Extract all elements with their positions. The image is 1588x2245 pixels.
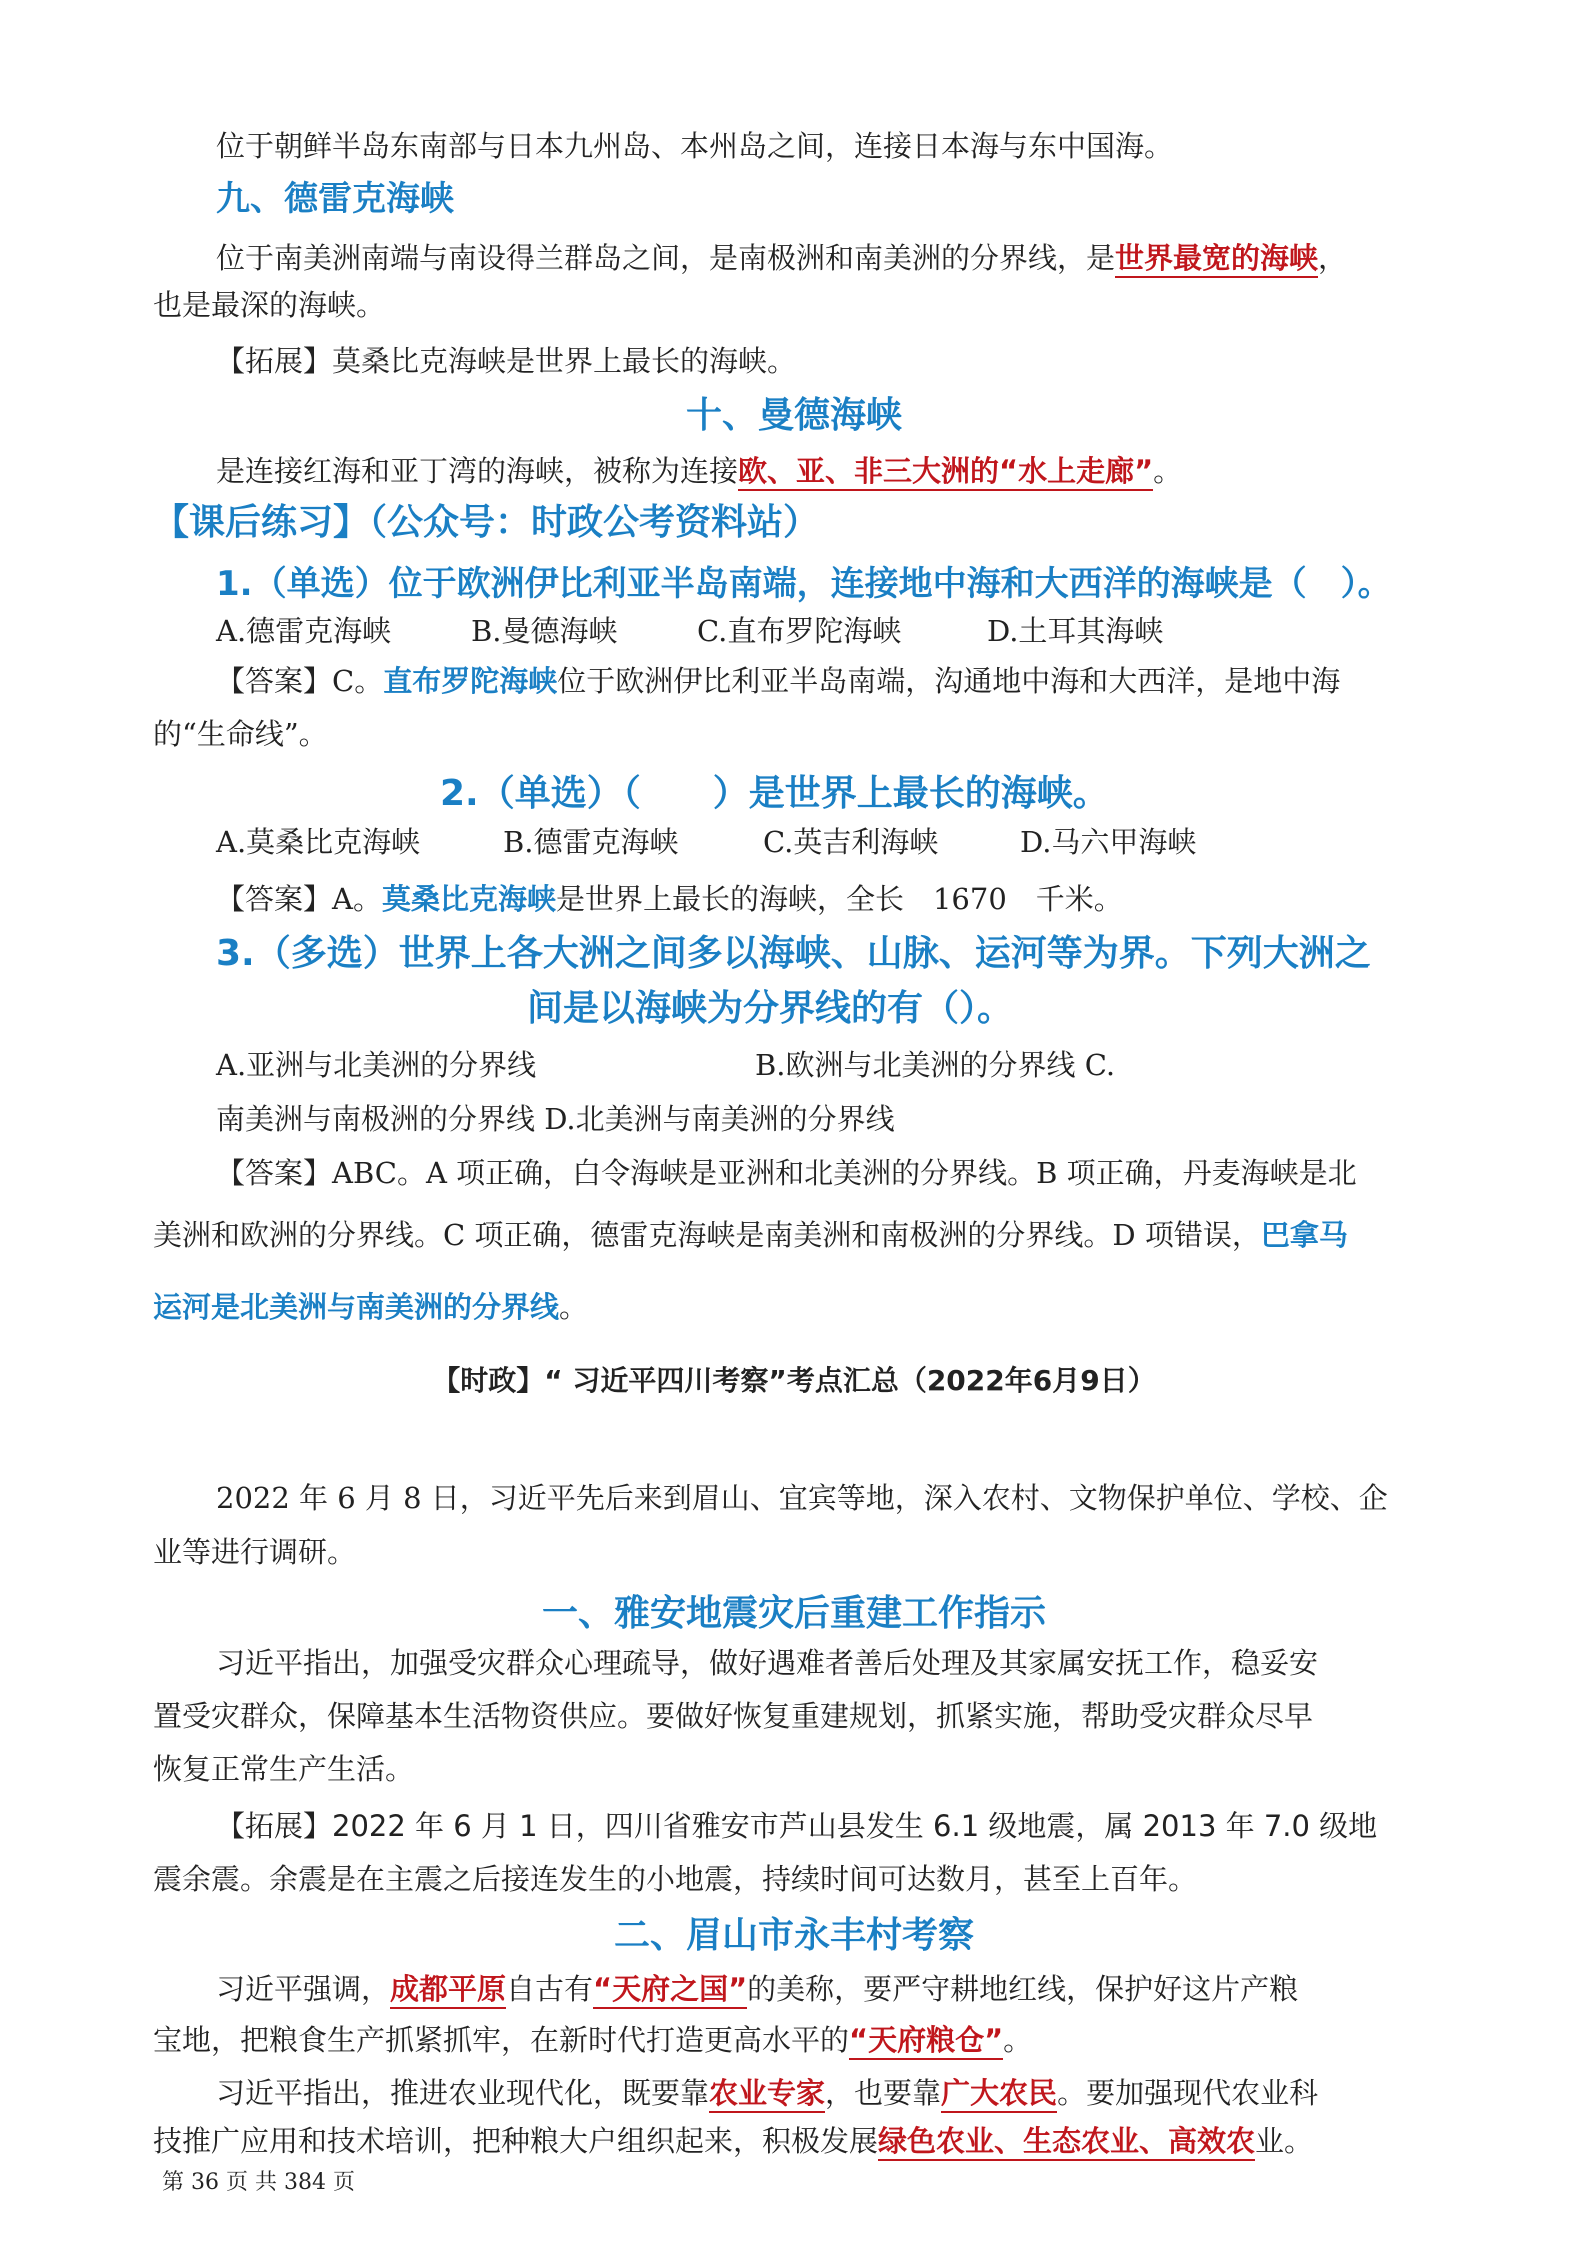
section-heading: 一、雅安地震灾后重建工作指示 [541,1593,1046,1634]
paragraph: 宝地，把粮食生产抓紧抓牢，在新时代打造更高水平的“天府粮仓”。 [153,2020,1032,2060]
option-d: D.马六甲海峡 [1020,825,1197,859]
question-stem: 间是以海峡为分界线的有（）。 [527,988,1014,1029]
highlight: 欧、亚、非三大洲的“水上走廊” [738,454,1153,491]
answer: 【答案】C。直布罗陀海峡位于欧洲伊比利亚半岛南端，沟通地中海和大西洋，是地中海 [216,664,1341,698]
page-footer: 第 36 页 共 384 页 [162,2170,355,2195]
extension-note: 震余震。余震是在主震之后接连发生的小地震，持续时间可达数月，甚至上百年。 [153,1862,1198,1896]
answer: 【答案】ABC。A 项正确，白令海峡是亚洲和北美洲的分界线。B 项正确，丹麦海峡是北 [216,1156,1357,1190]
option-cd: 南美洲与南极洲的分界线 D.北美洲与南美洲的分界线 [216,1102,895,1136]
section-heading: 十、曼德海峡 [685,395,902,436]
paragraph: 习近平指出，加强受灾群众心理疏导，做好遇难者善后处理及其家属安抚工作，稳妥安 [216,1646,1319,1680]
option-b: B.欧洲与北美洲的分界线 C. [755,1048,1116,1082]
answer: 美洲和欧洲的分界线。C 项正确，德雷克海峡是南美洲和南极洲的分界线。D 项错误，巴拿马 [153,1218,1348,1252]
option-c: C.英吉利海峡 [763,825,939,859]
option-a: A.莫桑比克海峡 [216,825,421,859]
answer: 的“生命线”。 [153,717,328,751]
option-a: A.德雷克海峡 [216,614,392,648]
extension-note: 【拓展】2022 年 6 月 1 日，四川省雅安市芦山县发生 6.1 级地震，属 2013 年 7.0 级地 [216,1809,1378,1843]
answer: 运河是北美洲与南美洲的分界线。 [153,1290,589,1324]
paragraph: 也是最深的海峡。 [153,288,386,322]
section-heading: 九、德雷克海峡 [216,179,454,219]
highlight: 世界最宽的海峡 [1115,241,1318,278]
option-a: A.亚洲与北美洲的分界线 [216,1048,537,1082]
paragraph: 技推广应用和技术培训，把种粮大户组织起来，积极发展绿色农业、生态农业、高效农业。 [153,2121,1313,2161]
practice-heading: 【课后练习】（公众号：时政公考资料站） [153,502,820,543]
paragraph: 置受灾群众，保障基本生活物资供应。要做好恢复重建规划，抓紧实施，帮助受灾群众尽早 [153,1699,1314,1733]
paragraph: 位于朝鲜半岛东南部与日本九州岛、本州岛之间，连接日本海与东中国海。 [216,129,1174,163]
option-c: C.直布罗陀海峡 [697,614,902,648]
option-b: B.德雷克海峡 [503,825,679,859]
paragraph: 位于南美洲南端与南设得兰群岛之间，是南极洲和南美洲的分界线，是世界最宽的海峡， [216,238,1347,278]
question-stem: 1.（单选）位于欧洲伊比利亚半岛南端，连接地中海和大西洋的海峡是（ ）。 [216,564,1392,604]
extension-note: 【拓展】莫桑比克海峡是世界上最长的海峡。 [216,344,797,378]
politics-title: 【时政】“ 习近平四川考察”考点汇总（2022年6月9日） [432,1364,1156,1397]
paragraph: 2022 年 6 月 8 日，习近平先后来到眉山、宜宾等地，深入农村、文物保护单位、学校、企 [216,1481,1388,1515]
paragraph: 恢复正常生产生活。 [153,1752,415,1786]
question-stem: 2.（单选）（ ）是世界上最长的海峡。 [440,773,1109,814]
question-stem: 3.（多选）世界上各大洲之间多以海峡、山脉、运河等为界。下列大洲之 [216,933,1371,974]
option-d: D.土耳其海峡 [987,614,1164,648]
answer: 【答案】A。莫桑比克海峡是世界上最长的海峡，全长 1670 千米。 [216,882,1123,916]
section-heading: 二、眉山市永丰村考察 [613,1915,974,1956]
paragraph: 习近平指出，推进农业现代化，既要靠农业专家，也要靠广大农民。要加强现代农业科 [216,2073,1318,2113]
paragraph: 业等进行调研。 [153,1535,357,1569]
option-b: B.曼德海峡 [471,614,618,648]
paragraph: 习近平强调，成都平原自古有“天府之国”的美称，要严守耕地红线，保护好这片产粮 [216,1969,1298,2009]
paragraph: 是连接红海和亚丁湾的海峡，被称为连接欧、亚、非三大洲的“水上走廊”。 [216,451,1182,491]
